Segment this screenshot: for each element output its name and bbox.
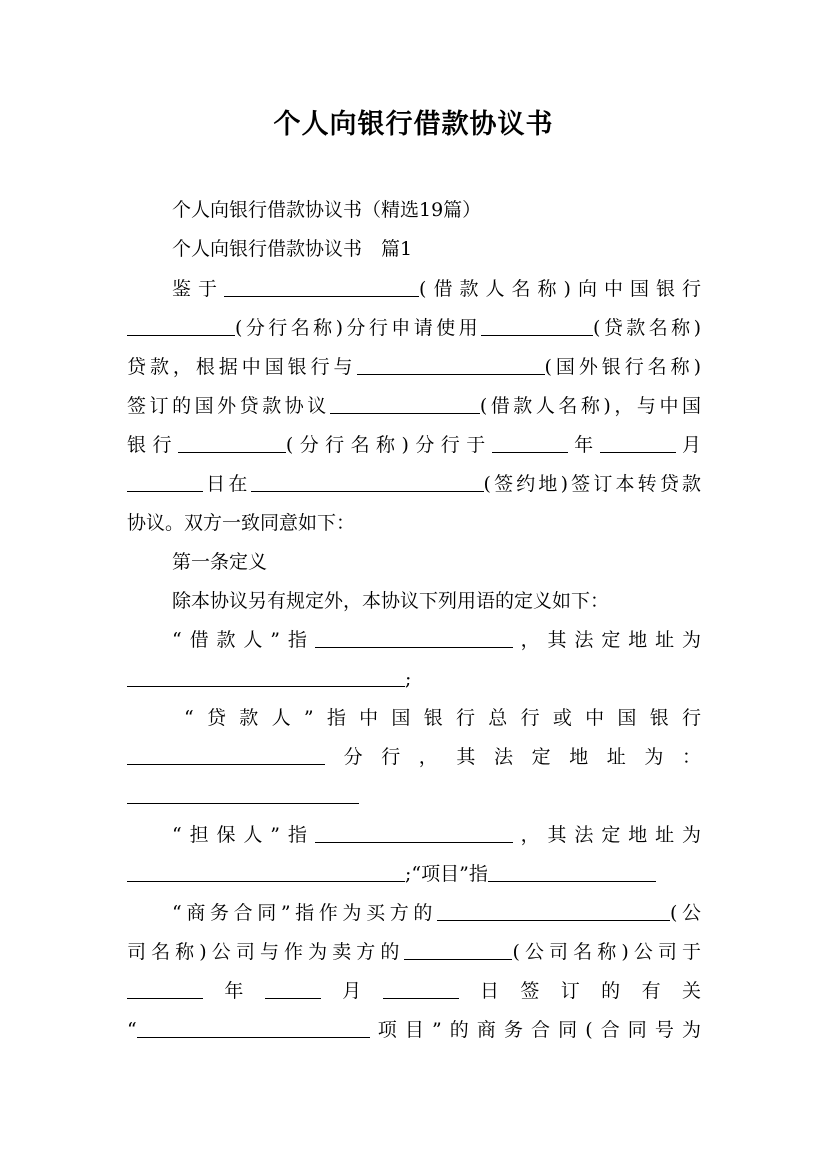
text-segment: 第一条定义 <box>172 551 268 573</box>
text-segment: (公司名称)公司于 <box>512 941 701 963</box>
paragraph-line <box>184 705 701 731</box>
text-segment: (国外银行名称) <box>544 356 701 378</box>
text-segment: 分行，其法定地址为： <box>325 746 701 768</box>
fill-blank <box>127 861 405 882</box>
text-segment: 日在 <box>203 473 251 495</box>
text-segment: 个人向银行借款协议书 篇1 <box>172 238 413 260</box>
paragraph-line <box>127 978 701 1004</box>
paragraph-line <box>127 783 701 809</box>
text-segment: 司名称)公司与作为卖方的 <box>127 941 405 963</box>
paragraph-line <box>127 471 701 497</box>
document-title: 个人向银行借款协议书 <box>273 109 554 140</box>
fill-blank <box>383 978 459 999</box>
text-segment: 贷款，根据中国银行与 <box>127 356 357 378</box>
text-segment: ，其法定地址为 <box>512 824 701 846</box>
text-segment: (公 <box>669 902 701 924</box>
subtitle-line <box>172 197 701 223</box>
text-segment: 鉴于 <box>172 278 225 300</box>
fill-blank <box>481 315 593 336</box>
paragraph-line <box>172 627 701 653</box>
paragraph-line <box>172 588 701 614</box>
paragraph-line <box>172 822 701 848</box>
text-segment: 年 <box>203 980 265 1002</box>
fill-blank <box>330 393 480 414</box>
text-segment: 日签订的有关 <box>458 980 701 1002</box>
text-segment: (分行名称)分行申请使用 <box>235 317 482 339</box>
text-segment: ;“项目”指 <box>405 863 488 885</box>
text-segment: 签订的国外贷款协议 <box>127 395 330 417</box>
fill-blank <box>127 666 405 687</box>
paragraph-line <box>127 666 701 692</box>
text-segment: (签约地)签订本转贷款 <box>483 473 701 495</box>
paragraph-line <box>127 1017 701 1043</box>
fill-blank <box>600 432 676 453</box>
fill-blank <box>127 471 203 492</box>
fill-blank <box>357 354 545 375</box>
paragraph-line <box>127 315 701 341</box>
text-segment: “商务合同”指作为买方的 <box>172 902 437 924</box>
fill-blank <box>127 744 325 765</box>
fill-blank <box>492 432 568 453</box>
text-segment: (贷款名称) <box>593 317 702 339</box>
fill-blank <box>488 861 656 882</box>
text-segment: 协议。双方一致同意如下： <box>127 512 356 534</box>
text-segment: 银行 <box>127 434 178 456</box>
text-segment: ，其法定地址为 <box>512 629 701 651</box>
text-segment: “贷款人”指中国银行总行或中国银行 <box>184 707 701 729</box>
section-heading <box>172 236 701 262</box>
fill-blank <box>315 822 513 843</box>
text-segment: 年 <box>567 434 600 456</box>
paragraph-line <box>172 276 701 302</box>
text-segment: ; <box>405 668 412 690</box>
fill-blank <box>127 315 235 336</box>
paragraph-line <box>127 744 701 770</box>
paragraph-line <box>127 393 701 419</box>
fill-blank <box>404 939 512 960</box>
text-segment: 除本协议另有规定外，本协议下列用语的定义如下： <box>172 590 610 612</box>
fill-blank <box>137 1017 370 1038</box>
text-segment: 月 <box>675 434 701 456</box>
fill-blank <box>178 432 286 453</box>
article-heading <box>172 549 701 575</box>
text-segment: “ <box>127 1019 137 1041</box>
paragraph-line <box>127 939 701 965</box>
fill-blank <box>127 978 203 999</box>
paragraph-line <box>127 861 701 887</box>
text-segment: “担保人”指 <box>172 824 315 846</box>
paragraph-line <box>127 354 701 380</box>
fill-blank <box>315 627 513 648</box>
text-segment: 月 <box>320 980 383 1002</box>
fill-blank <box>251 471 484 492</box>
fill-blank <box>127 783 359 804</box>
text-segment: “借款人”指 <box>172 629 315 651</box>
paragraph-line <box>127 432 701 458</box>
paragraph-line <box>172 900 701 926</box>
text-segment: (借款人名称)向中国银行 <box>419 278 701 300</box>
fill-blank <box>265 978 321 999</box>
paragraph-line <box>127 510 701 536</box>
text-segment: 个人向银行借款协议书（精选19篇） <box>172 199 482 221</box>
fill-blank <box>224 276 419 297</box>
text-segment: 项目”的商务合同(合同号为 <box>369 1019 701 1041</box>
text-segment: (分行名称)分行于 <box>285 434 492 456</box>
text-segment: (借款人名称)，与中国 <box>479 395 701 417</box>
fill-blank <box>437 900 670 921</box>
